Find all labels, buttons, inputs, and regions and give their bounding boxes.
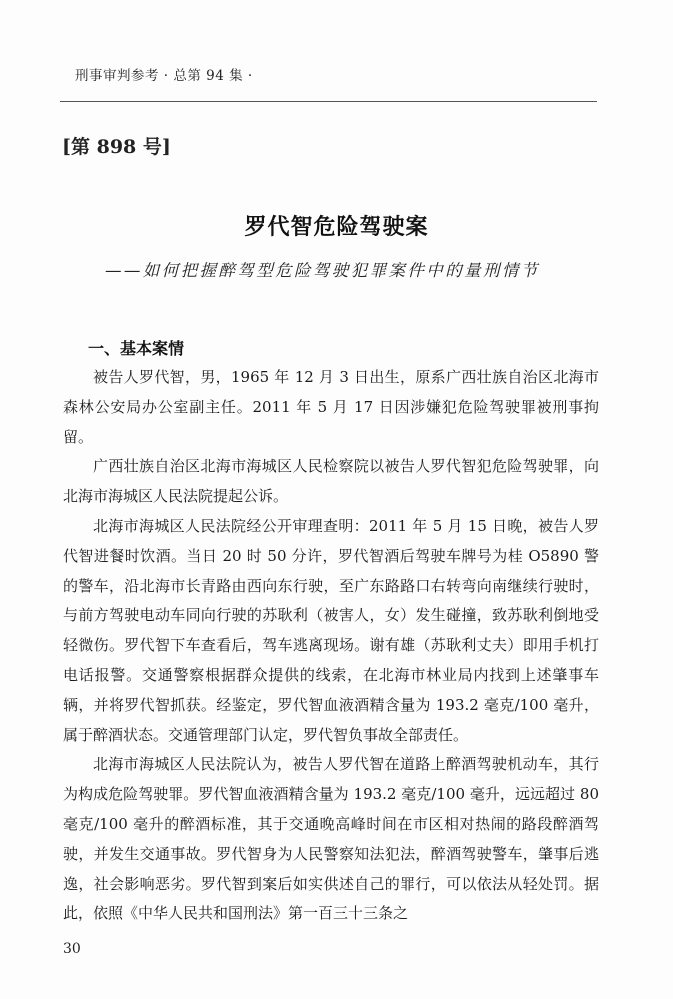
paragraph: 北海市海城区人民法院经公开审理查明：2011 年 5 月 15 日晚，被告人罗代智进餐时饮酒。当日 20 时 50 分许，罗代智酒后驾驶车牌号为桂 O5890 警的警车，沿北海市长青路由西向东行驶，至广东路路口右转弯向南继续行驶时，与前方驾驶电动车同向行驶的苏耿利（被害人，女）发生碰撞，致苏耿利倒地受轻微伤。罗代智下车查看后，驾车逃离现场。谢有雄（苏耿利丈夫）即用手机打电话报警。交通警察根据群众提供的线索，在北海市林业局内找到上述肇事车辆，并将罗代智抓获。经鉴定，罗代智血液酒精含量为 193.2 毫克/100 毫升，属于醉酒状态。交通管理部门认定，罗代智负事故全部责任。 (63, 516, 599, 744)
running-head: 刑事审判参考 · 总第 94 集 · (75, 68, 253, 84)
page-number: 30 (63, 941, 81, 957)
paragraph: 北海市海城区人民法院认为，被告人罗代智在道路上醉酒驾驶机动车，其行为构成危险驾驶罪。罗代智血液酒精含量为 193.2 毫克/100 毫升，远远超过 80 毫克/100 毫升的醉酒标准，其于交通晚高峰时间在市区相对热闹的路段醉酒驾驶，并发生交通事故。罗代智身为人民警察知法犯法，醉酒驾驶警车，肇事后逃逸，社会影响恶劣。罗代智到案后如实供述自己的罪行，可以依法从轻处罚。据此，依照《中华人民共和国刑法》第一百三十三条之 (63, 755, 599, 923)
paragraph: 广西壮族自治区北海市海城区人民检察院以被告人罗代智犯危险驾驶罪，向北海市海城区人民法院提起公诉。 (63, 457, 599, 506)
article-subtitle: ——如何把握醉驾型危险驾驶犯罪案件中的量刑情节 (105, 261, 540, 280)
case-number: [第 898 号] (62, 136, 171, 158)
article-title: 罗代智危险驾驶案 (244, 214, 429, 240)
section-heading: 一、基本案情 (88, 339, 185, 358)
body-text (63, 363, 599, 929)
paragraph: 被告人罗代智，男，1965 年 12 月 3 日出生，原系广西壮族自治区北海市森林公安局办公室副主任。2011 年 5 月 17 日因涉嫌犯危险驾驶罪被刑事拘留。 (63, 368, 599, 446)
header-rule (60, 101, 597, 102)
